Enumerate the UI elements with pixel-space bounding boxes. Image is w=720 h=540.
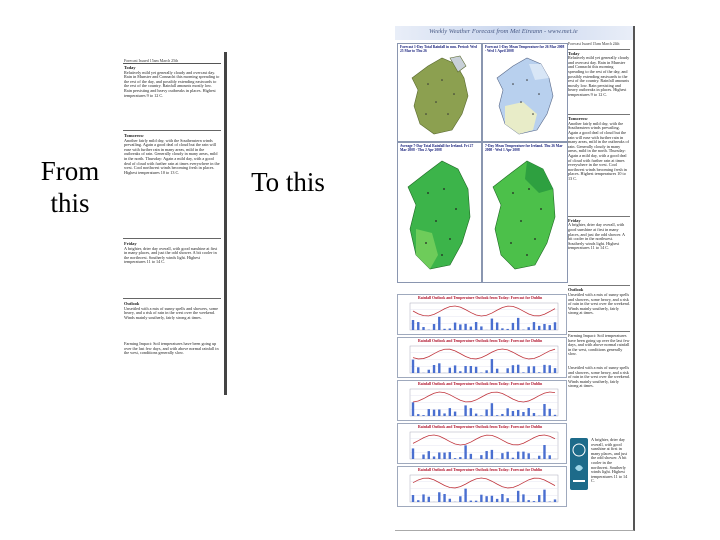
rain-bar — [422, 327, 424, 330]
rain-bar — [464, 445, 466, 459]
rain-bar — [412, 448, 414, 459]
rain-bar — [506, 452, 508, 459]
rain-bar — [491, 359, 493, 373]
rain-bar — [464, 405, 466, 416]
chart-title: Rainfall Outlook and Temperature Outlook from Today: Forecast for Dublin — [418, 425, 543, 429]
rain-bar — [438, 363, 440, 373]
rain-bar — [517, 365, 519, 373]
side-header: Forecast Issued 15am March 24th — [568, 42, 620, 46]
weekly-temperature-map-panel — [482, 142, 568, 283]
rain-bar — [491, 496, 493, 502]
rain-bar — [543, 445, 545, 459]
temperature-map-panel — [482, 43, 568, 142]
bottom-notes — [568, 366, 630, 426]
section-title: Today — [124, 65, 136, 70]
rain-bar — [470, 366, 472, 373]
rain-bar — [491, 450, 493, 459]
header-divider — [123, 63, 221, 64]
rain-bar — [501, 414, 503, 416]
rain-bar — [475, 501, 477, 502]
rain-bar — [512, 458, 514, 459]
chart-plot — [398, 295, 566, 334]
rain-bar — [533, 322, 535, 330]
rain-bar — [412, 495, 414, 502]
dublin-forecast-chart — [397, 466, 567, 507]
rain-bar — [433, 324, 435, 330]
section-body: A brighter, drier day overall, with good sunshine at first in many places, and just the odd shower. A bit cooler in the northwest. Southerly winds light. Highest temperatures 11 to 14 C. — [124, 246, 218, 265]
rain-bar — [485, 410, 487, 416]
rain-bar — [417, 322, 419, 330]
rain-bar — [506, 498, 508, 502]
rain-bar — [528, 366, 530, 373]
dublin-forecast-chart — [397, 337, 567, 378]
rain-bar — [554, 322, 556, 330]
rain-bar — [459, 371, 461, 373]
rain-bar — [412, 360, 414, 373]
rain-bar — [443, 494, 445, 502]
rain-bar — [517, 410, 519, 416]
side-section-title: Tomorrow — [568, 116, 588, 122]
rain-bar — [538, 495, 540, 502]
dublin-forecast-chart — [397, 294, 567, 335]
plain-text-forecast-document — [120, 52, 227, 395]
chart-plot — [398, 424, 566, 463]
divider — [123, 298, 221, 299]
section-body: Relatively mild yet generally cloudy and overcast day. Rain in Munster and Connacht this morning spreading to the rest of the day, and possibly extending eastwards to the rest of the country. Rainfall amounts mostly low. Rain persisting and heavy outbreaks in places. Highest temperatures 9 to 12 C. — [124, 70, 220, 98]
logo-adjacent-text: A brighter, drier day overall, with good sunshine at first in many places, and just the odd shower. A bit cooler in the northwest. Southerly winds light. Highest temperatures 11 to 14 C. — [591, 438, 628, 484]
dublin-forecast-chart — [397, 423, 567, 464]
section-title: Outlook — [124, 301, 140, 306]
rain-bar — [422, 455, 424, 459]
rain-bar — [412, 320, 414, 330]
rain-bar — [428, 497, 430, 502]
rain-bar — [480, 495, 482, 502]
rain-bar — [501, 328, 503, 330]
rain-bar — [528, 408, 530, 416]
rain-bar — [417, 414, 419, 416]
rain-bar — [528, 327, 530, 330]
rain-bar — [449, 328, 451, 330]
dublin-forecast-chart — [397, 380, 567, 421]
rain-bar — [454, 458, 456, 459]
temperature-line — [413, 435, 555, 445]
rain-bar — [485, 451, 487, 459]
rain-bar — [449, 368, 451, 373]
rain-bar — [464, 489, 466, 502]
rain-bar — [491, 403, 493, 416]
rain-bar — [506, 368, 508, 373]
rain-bar — [506, 408, 508, 416]
ireland-map-rain — [398, 44, 481, 141]
rain-bar — [438, 317, 440, 330]
rain-bar — [470, 327, 472, 330]
logo-emblem-icon — [570, 438, 588, 490]
rain-bar — [543, 324, 545, 330]
rain-bar — [549, 455, 551, 459]
document-banner — [395, 26, 633, 40]
rain-bar — [533, 413, 535, 416]
chart-title: Rainfall Outlook and Temperature Outlook from Today: Forecast for Dublin — [418, 296, 543, 300]
section-title: Friday — [124, 241, 137, 246]
rain-bar — [528, 453, 530, 459]
weekly-rainfall-map-panel — [397, 142, 482, 283]
rain-bar — [464, 324, 466, 330]
ireland-map-weekly-rain — [398, 143, 481, 282]
rain-bar — [512, 365, 514, 373]
document-header: Forecast Issued 15am March 25th — [124, 58, 179, 63]
temperature-line — [413, 306, 555, 316]
from-label: From this — [40, 156, 100, 218]
ireland-map-temp — [483, 44, 567, 141]
temperature-line — [413, 478, 555, 488]
rain-bar — [412, 402, 414, 416]
rain-bar — [433, 456, 435, 459]
rain-bar — [464, 366, 466, 373]
banner-title: Weekly Weather Forecast from Met Eireann - www.met.ie — [429, 28, 578, 35]
rain-bar — [554, 368, 556, 373]
rain-bar — [470, 454, 472, 459]
rain-bar — [475, 322, 477, 330]
rain-bar — [543, 490, 545, 502]
section-title: Tomorrow — [124, 133, 144, 138]
rain-bar — [449, 452, 451, 459]
rain-bar — [538, 456, 540, 459]
rain-bar — [454, 323, 456, 330]
rain-bar — [517, 491, 519, 502]
rain-bar — [522, 494, 524, 502]
map-caption: Forecast 1-Day Total Rainfall in mm. Period: Wed 25 Mar to Thu 26 — [400, 45, 477, 53]
rain-bar — [496, 499, 498, 502]
rain-bar — [538, 326, 540, 330]
rain-bar — [459, 496, 461, 502]
section-body: Another fairly mild day, with the Southeastern winds prevailing. Again a good deal of cloud but the rain will ease with further rain in many areas, mild in the outbreaks of rain. Generally cloudy in many areas, mild in the north. Thursday: Again a mild day, with a good deal of cloud with further rain at times everywhere in the west. Cool northwest winds becoming fresh in places. Highest temperatures 10 to 13 C. — [124, 138, 220, 175]
rainfall-map-panel — [397, 43, 482, 142]
rain-bar — [422, 415, 424, 416]
rain-bar — [538, 372, 540, 373]
rain-bar — [475, 367, 477, 373]
rain-bar — [522, 452, 524, 459]
chart-plot — [398, 381, 566, 420]
rain-bar — [554, 499, 556, 502]
notes-text: Unsettled with a mix of sunny spells and showers, some heavy, and a risk of rain in the west over the weekend. Winds mainly southerly, fairly strong at times. — [568, 366, 630, 389]
rain-bar — [501, 494, 503, 502]
rain-bar — [496, 322, 498, 330]
rain-bar — [496, 369, 498, 373]
divider — [123, 130, 221, 131]
rain-bar — [491, 319, 493, 330]
rain-bar — [554, 415, 556, 416]
farming-impact-text: Farming Impact: Soil temperatures have been going up over the last few days, and with above normal rainfall in the west, conditions generally slow. — [124, 342, 219, 356]
rain-bar — [543, 404, 545, 416]
rain-bar — [549, 365, 551, 373]
rain-bar — [543, 365, 545, 373]
to-label: To this — [251, 167, 325, 197]
map-caption: 7-Day Mean Temperature for Ireland. Thu 26 Mar 2008 - Wed 1 Apr 2008 — [485, 144, 563, 152]
side-section-body: Unsettled with a mix of sunny spells and showers, some heavy, and a risk of rain in the west over the weekend. Winds mainly southerly, fairly strong at times. — [568, 292, 630, 316]
side-section-title: Outlook — [568, 287, 584, 293]
rain-bar — [449, 499, 451, 502]
rain-bar — [528, 500, 530, 502]
rain-bar — [470, 501, 472, 502]
side-section-title: Friday — [568, 217, 581, 223]
temperature-line — [413, 349, 555, 359]
rain-bar — [454, 365, 456, 373]
rain-bar — [443, 413, 445, 416]
side-section-title: Today — [568, 50, 580, 56]
side-text-column — [568, 42, 630, 374]
rain-bar — [549, 409, 551, 416]
rain-bar — [506, 329, 508, 330]
side-farming-impact: Farming Impact: Soil temperatures have been going up over the last few days, and with above normal rainfall in the west, conditions generally slow. — [568, 333, 630, 357]
rain-bar — [512, 323, 514, 330]
rain-bar — [417, 500, 419, 502]
rain-bar — [454, 412, 456, 416]
map-caption: Average 7-Day Total Rainfall for Ireland. Fri 27 Mar 2008 - Thu 2 Apr 2008 — [400, 144, 474, 152]
rain-bar — [433, 410, 435, 416]
rain-bar — [438, 453, 440, 459]
rain-bar — [533, 366, 535, 373]
rain-bar — [417, 367, 419, 373]
map-caption: Forecast 1-Day Mean Temperature for 26 Mar 2008 - Wed 1 April 2008 — [485, 45, 565, 53]
rain-bar — [533, 501, 535, 502]
rain-bar — [428, 370, 430, 373]
rain-bar — [522, 412, 524, 416]
rain-bar — [459, 324, 461, 330]
rain-bar — [428, 409, 430, 416]
side-section-body: Relatively mild yet generally cloudy and overcast day. Rain in Munster and Connacht this morning spreading to the rest of the day, and possibly extending eastwards to the rest of the country. Rainfall amounts mostly low. Rain persisting and heavy outbreaks in places. Highest temperatures 9 to 12 C. — [568, 56, 630, 97]
rain-bar — [549, 325, 551, 330]
rain-bar — [433, 365, 435, 373]
section-body: Unsettled with a mix of sunny spells and showers, some heavy, and a risk of rain in the west over the weekend. Winds mainly southerly, fairly strong at times. — [124, 306, 218, 320]
rain-bar — [422, 494, 424, 502]
side-section-body: A brighter, drier day overall, with good sunshine at first in many places, and just the odd shower. A bit cooler in the northwest. Southerly winds light. Highest temperatures 11 to 14 C. — [568, 223, 625, 251]
rain-bar — [438, 492, 440, 502]
rain-bar — [512, 411, 514, 416]
rain-bar — [470, 408, 472, 416]
met-eireann-logo — [570, 438, 588, 490]
chart-plot — [398, 467, 566, 506]
rain-bar — [480, 326, 482, 330]
rain-bar — [480, 455, 482, 459]
rain-bar — [449, 408, 451, 416]
rain-bar — [517, 452, 519, 459]
chart-title: Rainfall Outlook and Temperature Outlook from Today: Forecast for Dublin — [418, 468, 543, 472]
chart-title: Rainfall Outlook and Temperature Outlook from Today: Forecast for Dublin — [418, 382, 543, 386]
rain-bar — [485, 370, 487, 373]
chart-plot — [398, 338, 566, 377]
rain-bar — [443, 453, 445, 459]
rain-bar — [438, 410, 440, 416]
rain-bar — [485, 496, 487, 502]
rain-bar — [459, 457, 461, 459]
chart-title: Rainfall Outlook and Temperature Outlook from Today: Forecast for Dublin — [418, 339, 543, 343]
temperature-line — [413, 392, 555, 402]
rain-bar — [428, 451, 430, 459]
illustrated-forecast-document — [395, 26, 635, 531]
rain-bar — [443, 329, 445, 330]
rain-bar — [522, 372, 524, 373]
rain-bar — [496, 415, 498, 416]
rain-bar — [480, 415, 482, 416]
ireland-map-weekly-temp — [483, 143, 567, 282]
side-section-body: Another fairly mild day, with the Southeastern winds prevailing. Again a good deal of cloud but the rain will ease with further rain in many areas, mild in the outbreaks of rain. Generally cloudy in many areas, mild in the north. Thursday: Again a mild day, with a good deal of cloud with further rain at times everywhere in the west. Cool northwest winds becoming fresh in places. Highest temperatures 10 to 13 C. — [568, 121, 630, 181]
rain-bar — [475, 414, 477, 416]
rain-bar — [517, 318, 519, 330]
divider — [123, 238, 221, 239]
rain-bar — [501, 453, 503, 459]
